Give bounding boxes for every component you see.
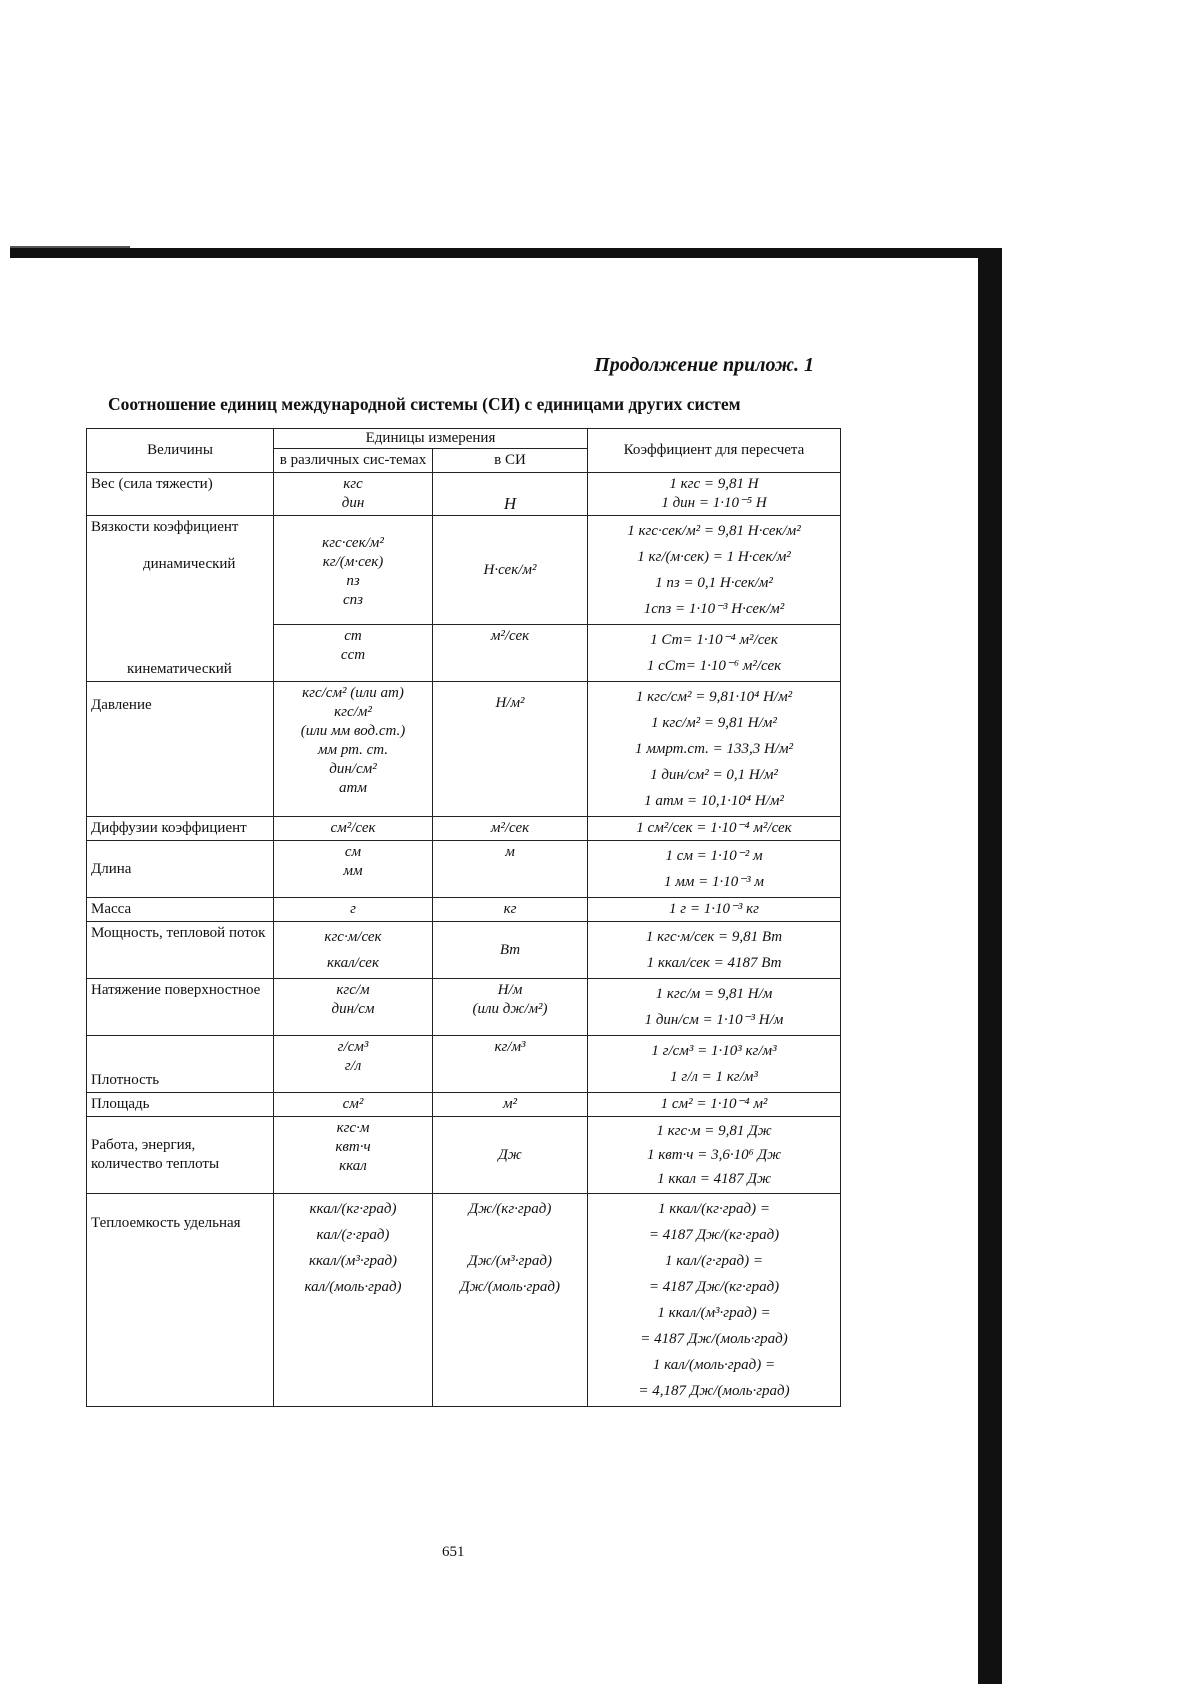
row-name: Мощность, тепловой поток xyxy=(87,922,274,979)
si-unit-cell: м² xyxy=(433,1093,588,1117)
coef-cell: 1 кгс/м = 9,81 Н/м 1 дин/см = 1·10⁻³ Н/м xyxy=(588,979,841,1036)
row-name: Диффузии коэффициент xyxy=(87,817,274,841)
coef-cell: 1 кгс = 9,81 Н 1 дин = 1·10⁻⁵ Н xyxy=(588,473,841,516)
si-unit-cell: Н·сек/м² xyxy=(433,516,588,625)
coef-cell: 1 кгс·м = 9,81 Дж 1 квт·ч = 3,6·10⁶ Дж 1 ккал = 4187 Дж xyxy=(588,1117,841,1194)
conversion-table xyxy=(86,428,841,1407)
other-units-cell: ст сст xyxy=(274,625,433,682)
other-units-cell: см²/сек xyxy=(274,817,433,841)
row-name: Работа, энергия, количество теплоты xyxy=(87,1117,274,1194)
appendix-label: Продолжение прилож. 1 xyxy=(594,354,814,376)
other-units-cell: г xyxy=(274,898,433,922)
table-row xyxy=(87,1036,841,1093)
si-unit-cell: Вт xyxy=(433,922,588,979)
other-units-cell: кгс дин xyxy=(274,473,433,516)
col-si-header: в СИ xyxy=(433,449,588,473)
si-unit-cell: Дж/(кг·град) Дж/(м³·град) Дж/(моль·град) xyxy=(433,1194,588,1407)
si-unit-cell: Н xyxy=(433,473,588,516)
scan-border-right xyxy=(978,248,1002,1684)
other-units-cell: кгс·м квт·ч ккал xyxy=(274,1117,433,1194)
coef-cell: 1 кгс/см² = 9,81·10⁴ Н/м² 1 кгс/м² = 9,81 Н/м² 1 ммрт.ст. = 133,3 Н/м² 1 дин/см² = 0,1 Н/м² 1 атм = 10,1·10⁴ Н/м² xyxy=(588,682,841,817)
row-name: Плотность xyxy=(87,1036,274,1093)
other-units-cell: ккал/(кг·град) кал/(г·град) ккал/(м³·град) кал/(моль·град) xyxy=(274,1194,433,1407)
col-coefficient-header: Коэффициент для пересчета xyxy=(588,429,841,473)
table-row xyxy=(87,1093,841,1117)
other-units-cell: см мм xyxy=(274,841,433,898)
table-title: Соотношение единиц международной системы (СИ) с единицами других систем xyxy=(108,394,741,414)
table-row xyxy=(87,516,841,625)
row-name: кинематический xyxy=(87,625,274,682)
si-unit-cell: м²/сек xyxy=(433,817,588,841)
row-name: Давление xyxy=(87,682,274,817)
table-row xyxy=(87,1117,841,1194)
si-unit-cell: кг/м³ xyxy=(433,1036,588,1093)
row-name: Теплоемкость удельная xyxy=(87,1194,274,1407)
col-other-systems-header: в различных сис-темах xyxy=(274,449,433,473)
other-units-cell: кгс·сек/м² кг/(м·сек) пз спз xyxy=(274,516,433,625)
si-unit-cell: Дж xyxy=(433,1117,588,1194)
si-unit-cell: Н/м (или дж/м²) xyxy=(433,979,588,1036)
si-unit-cell: м xyxy=(433,841,588,898)
other-units-cell: г/см³ г/л xyxy=(274,1036,433,1093)
coef-cell: 1 см²/сек = 1·10⁻⁴ м²/сек xyxy=(588,817,841,841)
row-name: Длина xyxy=(87,841,274,898)
coef-cell: 1 кгс·м/сек = 9,81 Вт 1 ккал/сек = 4187 Вт xyxy=(588,922,841,979)
table-row xyxy=(87,625,841,682)
table-row xyxy=(87,841,841,898)
table-row xyxy=(87,473,841,516)
col-quantity-header: Величины xyxy=(87,429,274,473)
table-row xyxy=(87,1194,841,1407)
coef-cell: 1 ккал/(кг·град) = = 4187 Дж/(кг·град) 1 кал/(г·град) = = 4187 Дж/(кг·град) 1 ккал/(м³·град) = = 4187 Дж/(моль·град) 1 кал/(моль·град) = = 4,187 Дж/(моль·град) xyxy=(588,1194,841,1407)
other-units-cell: кгс·м/сек ккал/сек xyxy=(274,922,433,979)
table-row xyxy=(87,898,841,922)
coef-cell: 1 г/см³ = 1·10³ кг/м³ 1 г/л = 1 кг/м³ xyxy=(588,1036,841,1093)
si-unit-cell: Н/м² xyxy=(433,682,588,817)
si-unit-cell: кг xyxy=(433,898,588,922)
row-name: Масса xyxy=(87,898,274,922)
scan-border-top xyxy=(10,248,1000,258)
row-name: Вес (сила тяжести) xyxy=(87,473,274,516)
other-units-cell: см² xyxy=(274,1093,433,1117)
table-row xyxy=(87,682,841,817)
row-name: Натяжение поверхностное xyxy=(87,979,274,1036)
table-row xyxy=(87,979,841,1036)
table-row xyxy=(87,922,841,979)
coef-cell: 1 г = 1·10⁻³ кг xyxy=(588,898,841,922)
coef-cell: 1 Ст= 1·10⁻⁴ м²/сек 1 сСт= 1·10⁻⁶ м²/сек xyxy=(588,625,841,682)
col-units-group-header: Единицы измерения xyxy=(274,429,588,449)
page-number: 651 xyxy=(442,1544,465,1560)
si-unit-cell: м²/сек xyxy=(433,625,588,682)
row-name: Площадь xyxy=(87,1093,274,1117)
other-units-cell: кгс/см² (или ат) кгс/м² (или мм вод.ст.) мм рт. ст. дин/см² атм xyxy=(274,682,433,817)
other-units-cell: кгс/м дин/см xyxy=(274,979,433,1036)
row-name: Вязкости коэффициент динамический xyxy=(87,516,274,625)
table-row xyxy=(87,817,841,841)
coef-cell: 1 см² = 1·10⁻⁴ м² xyxy=(588,1093,841,1117)
table-header-row xyxy=(87,429,841,449)
coef-cell: 1 кгс·сек/м² = 9,81 Н·сек/м² 1 кг/(м·сек) = 1 Н·сек/м² 1 пз = 0,1 Н·сек/м² 1спз = 1·10⁻³ Н·сек/м² xyxy=(588,516,841,625)
coef-cell: 1 см = 1·10⁻² м 1 мм = 1·10⁻³ м xyxy=(588,841,841,898)
